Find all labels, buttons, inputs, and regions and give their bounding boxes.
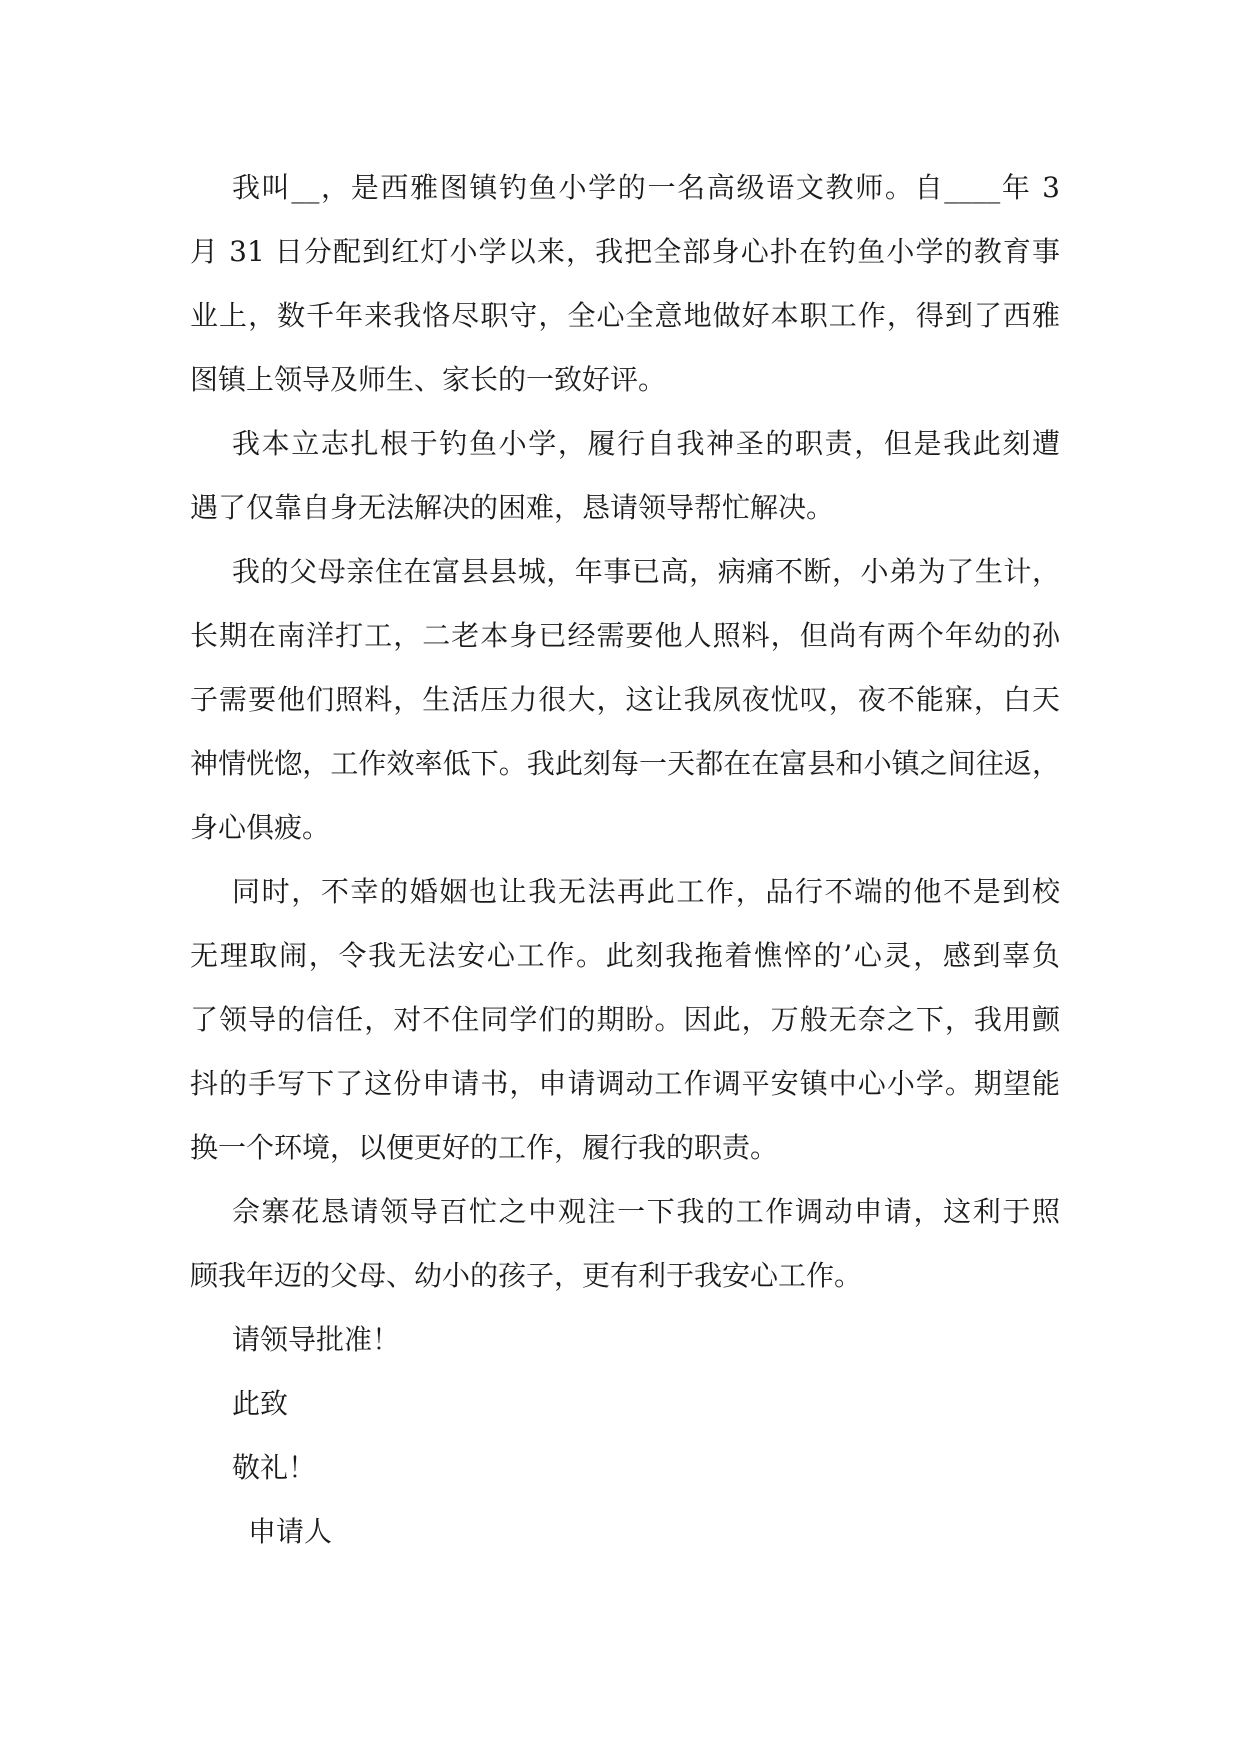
paragraph-line: 了领导的信任，对不住同学们的期盼。因此，万般无奈之下，我用颤 (190, 1003, 1060, 1036)
closing-block (190, 1308, 1060, 1564)
approve-line: 请领导批准！ (232, 1323, 401, 1356)
paragraph-line: 换一个环境，以便更好的工作，履行我的职责。 (190, 1131, 779, 1164)
salutation-line: 敬礼！ (232, 1451, 317, 1484)
paragraph-intro (190, 156, 1060, 412)
paragraph-line: 月 31 日分配到红灯小学以来，我把全部身心扑在钓鱼小学的教育事 (190, 235, 1060, 268)
letter-body (190, 156, 1060, 1564)
paragraph-line: 佘寨花恳请领导百忙之中观注一下我的工作调动申请，这利于照 (232, 1195, 1060, 1228)
paragraph-line: 抖的手写下了这份申请书，申请调动工作调平安镇中心小学。期望能 (190, 1067, 1060, 1100)
signer-label: 申请人 (248, 1515, 333, 1548)
paragraph-line: 同时，不幸的婚姻也让我无法再此工作，品行不端的他不是到校 (232, 875, 1060, 908)
paragraph-difficulty (190, 412, 1060, 540)
paragraph-line: 图镇上领导及师生、家长的一致好评。 (190, 363, 667, 396)
paragraph-line: 顾我年迈的父母、幼小的孩子，更有利于我安心工作。 (190, 1259, 863, 1292)
paragraph-family (190, 540, 1060, 860)
paragraph-line: 我叫__，是西雅图镇钓鱼小学的一名高级语文教师。自____年 3 (232, 171, 1060, 204)
paragraph-request (190, 1180, 1060, 1308)
paragraph-line: 神情恍惚，工作效率低下。我此刻每一天都在在富县和小镇之间往返， (190, 747, 1060, 780)
paragraph-line: 遇了仅靠自身无法解决的困难，恳请领导帮忙解决。 (190, 491, 835, 524)
paragraph-line: 子需要他们照料，生活压力很大，这让我夙夜忧叹，夜不能寐，白天 (190, 683, 1060, 716)
paragraph-line: 我的父母亲住在富县县城，年事已高，病痛不断，小弟为了生计， (232, 555, 1060, 588)
salutation-line: 此致 (232, 1387, 289, 1420)
paragraph-line: 业上，数千年来我恪尽职守，全心全意地做好本职工作，得到了西雅 (190, 299, 1060, 332)
paragraph-line: 长期在南洋打工，二老本身已经需要他人照料，但尚有两个年幼的孙 (190, 619, 1060, 652)
paragraph-line: 我本立志扎根于钓鱼小学，履行自我神圣的职责，但是我此刻遭 (232, 427, 1060, 460)
paragraph-line: 无理取闹，令我无法安心工作。此刻我拖着憔悴的’心灵，感到辜负 (190, 939, 1060, 972)
paragraph-line: 身心俱疲。 (190, 811, 331, 844)
paragraph-marriage (190, 860, 1060, 1180)
